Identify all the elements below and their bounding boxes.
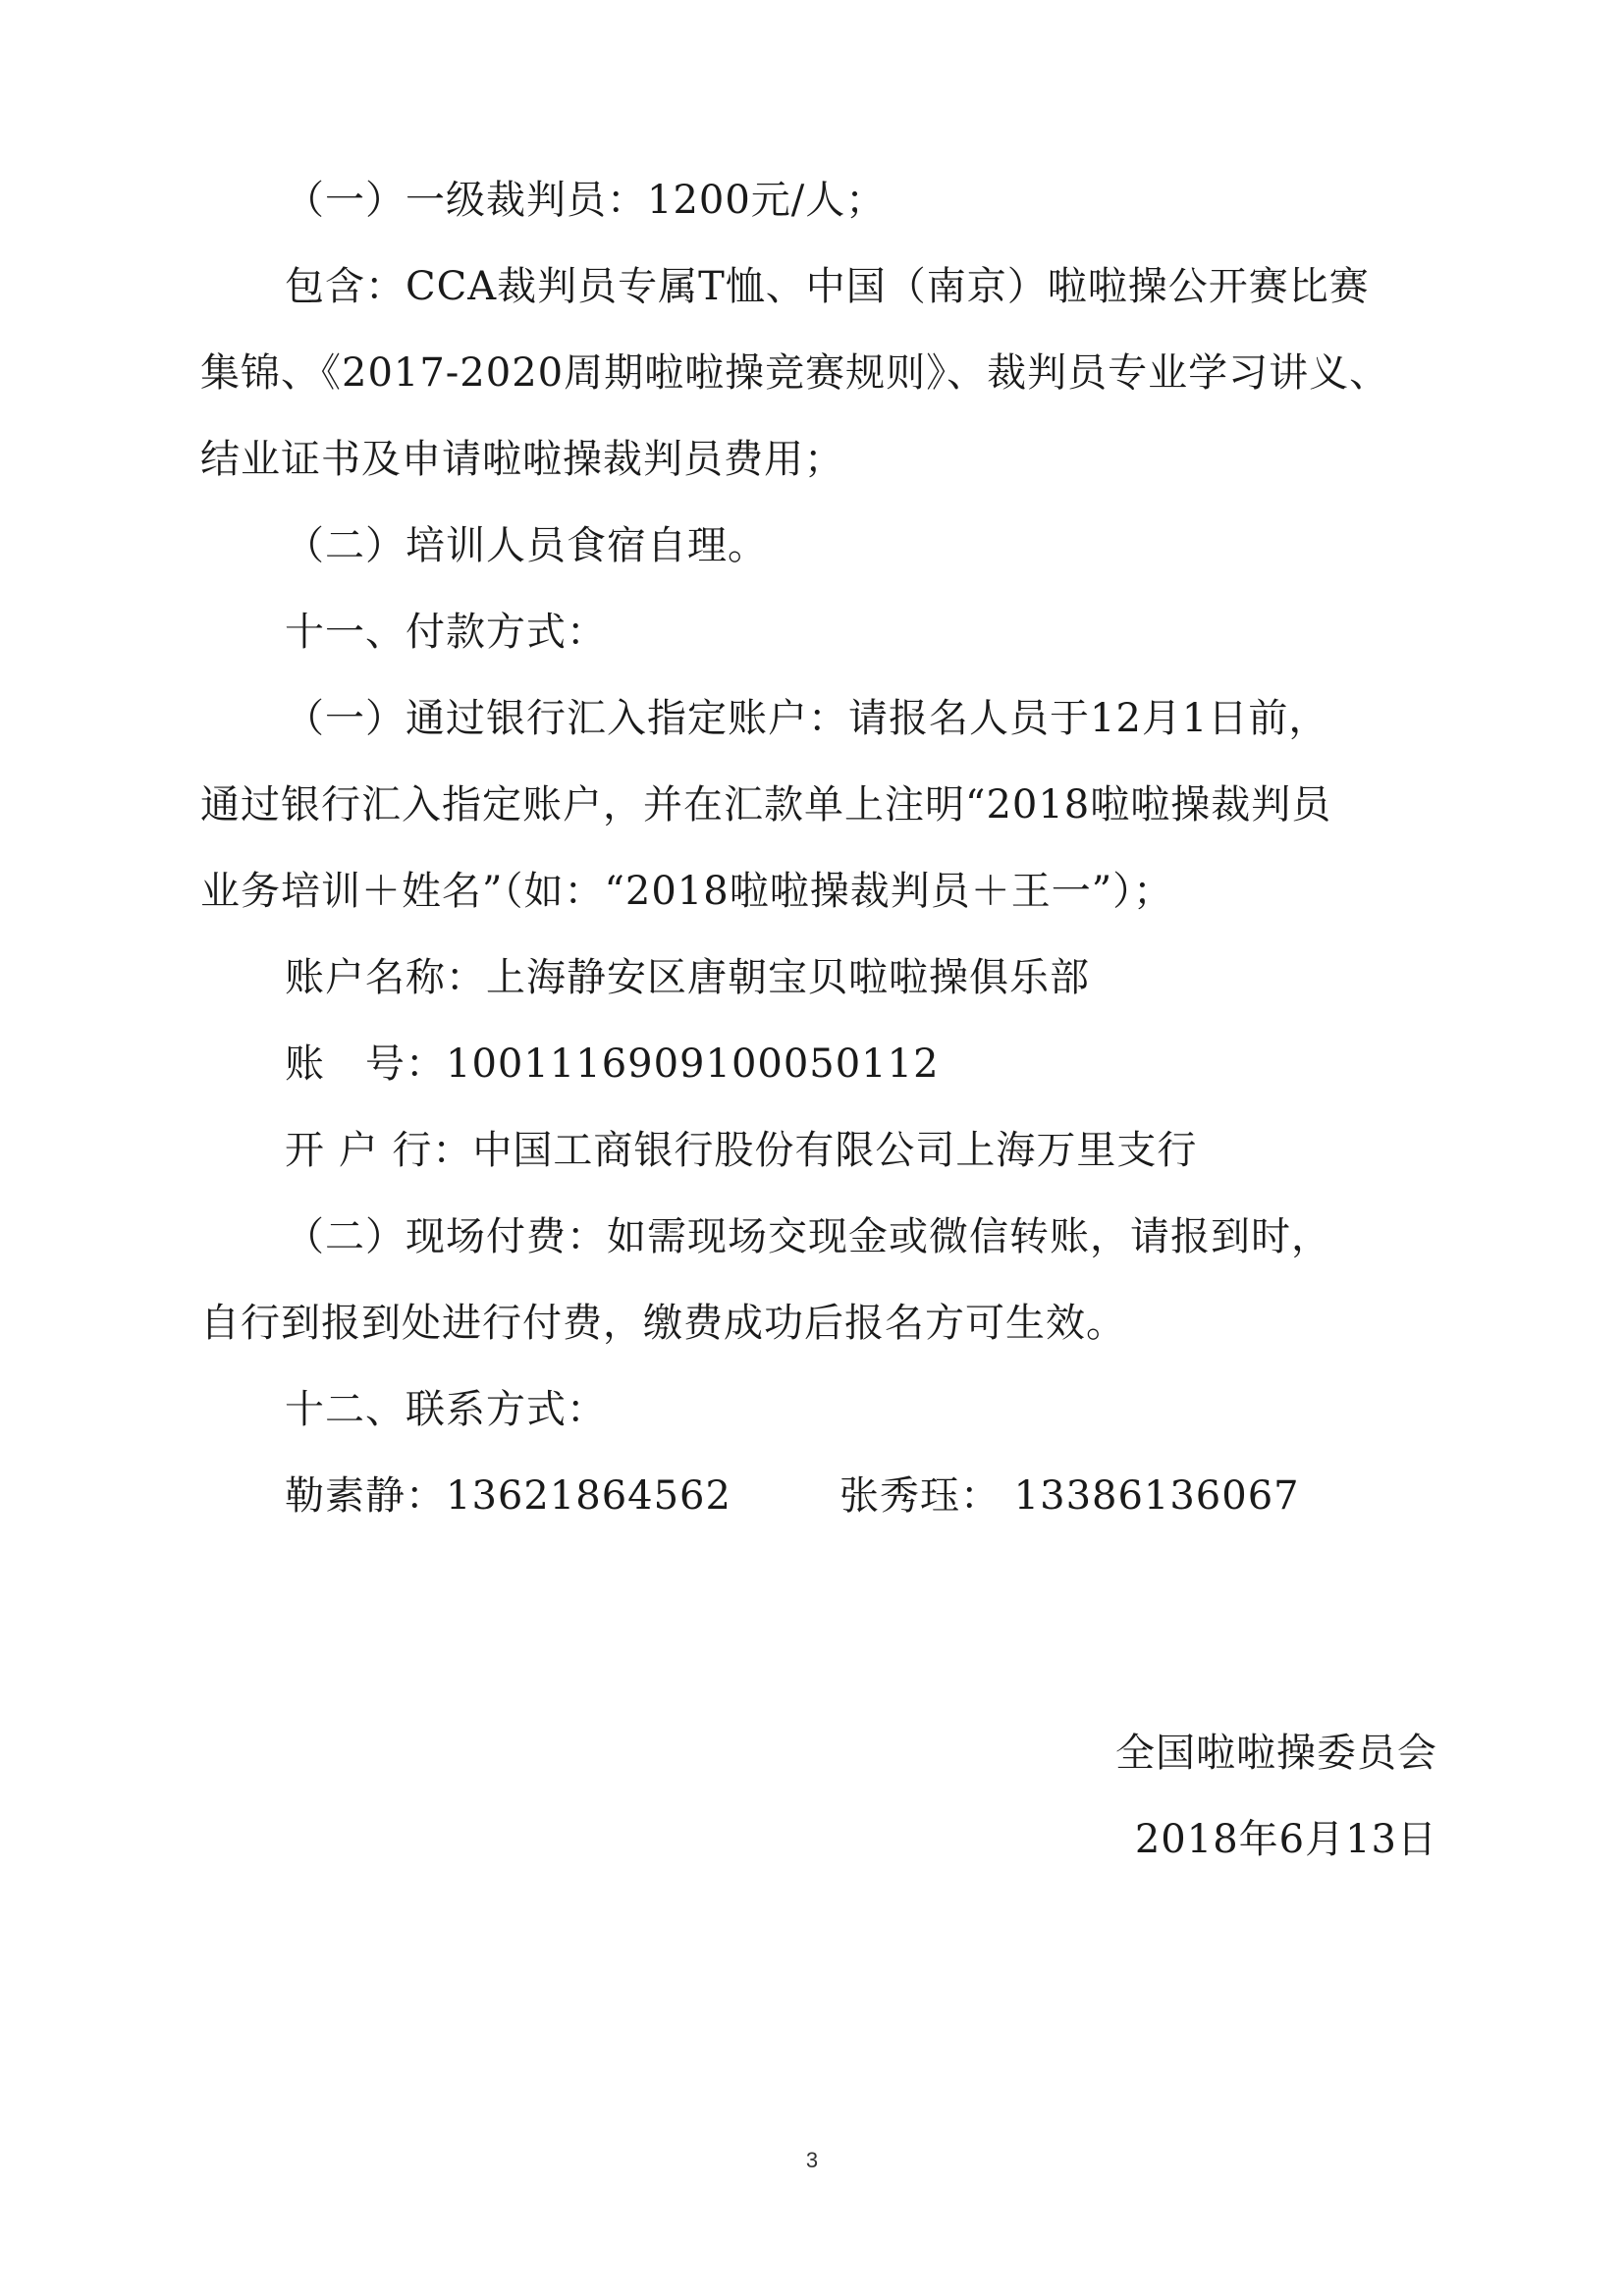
account-name: 账户名称：上海静安区唐朝宝贝啦啦操俱乐部: [285, 955, 1090, 1000]
includes-line-3: 结业证书及申请啦啦操裁判员费用；: [200, 437, 844, 482]
onsite-line-1: （二）现场付费：如需现场交现金或微信转账，请报到时，: [285, 1214, 1331, 1259]
contact-row: [285, 1472, 1300, 1520]
section-11-title: 十一、付款方式：: [285, 610, 607, 655]
contact-2: 张秀珏： 13386136067: [839, 1473, 1300, 1519]
onsite-line-2: 自行到报到处进行付费，缴费成功后报名方可生效。: [200, 1301, 1126, 1346]
signature-date: 2018年6月13日: [1134, 1817, 1437, 1862]
signature-org: 全国啦啦操委员会: [1115, 1731, 1437, 1776]
section-12-title: 十二、联系方式：: [285, 1387, 607, 1432]
account-bank: 开 户 行：中国工商银行股份有限公司上海万里支行: [285, 1128, 1198, 1173]
bank-line-1: （一）通过银行汇入指定账户：请报名人员于12月1日前，: [285, 696, 1329, 741]
bank-line-2: 通过银行汇入指定账户，并在汇款单上注明“2018啦啦操裁判员: [200, 782, 1332, 828]
contact-1: 勒素静：13621864562: [285, 1473, 731, 1519]
includes-line-2: 集锦、《2017-2020周期啦啦操竞赛规则》、裁判员专业学习讲义、: [200, 350, 1390, 396]
fee-self: （二）培训人员食宿自理。: [285, 523, 768, 568]
includes-line-1: 包含：CCA裁判员专属T恤、中国（南京）啦啦操公开赛比赛: [285, 264, 1370, 309]
bank-line-3: 业务培训＋姓名”（如：“2018啦啦操裁判员＋王一”）；: [200, 869, 1174, 914]
page-number: 3: [805, 2148, 819, 2172]
account-number: 账 号：1001116909100050112: [285, 1041, 940, 1087]
fee-level1: （一）一级裁判员：1200元/人；: [285, 178, 887, 223]
